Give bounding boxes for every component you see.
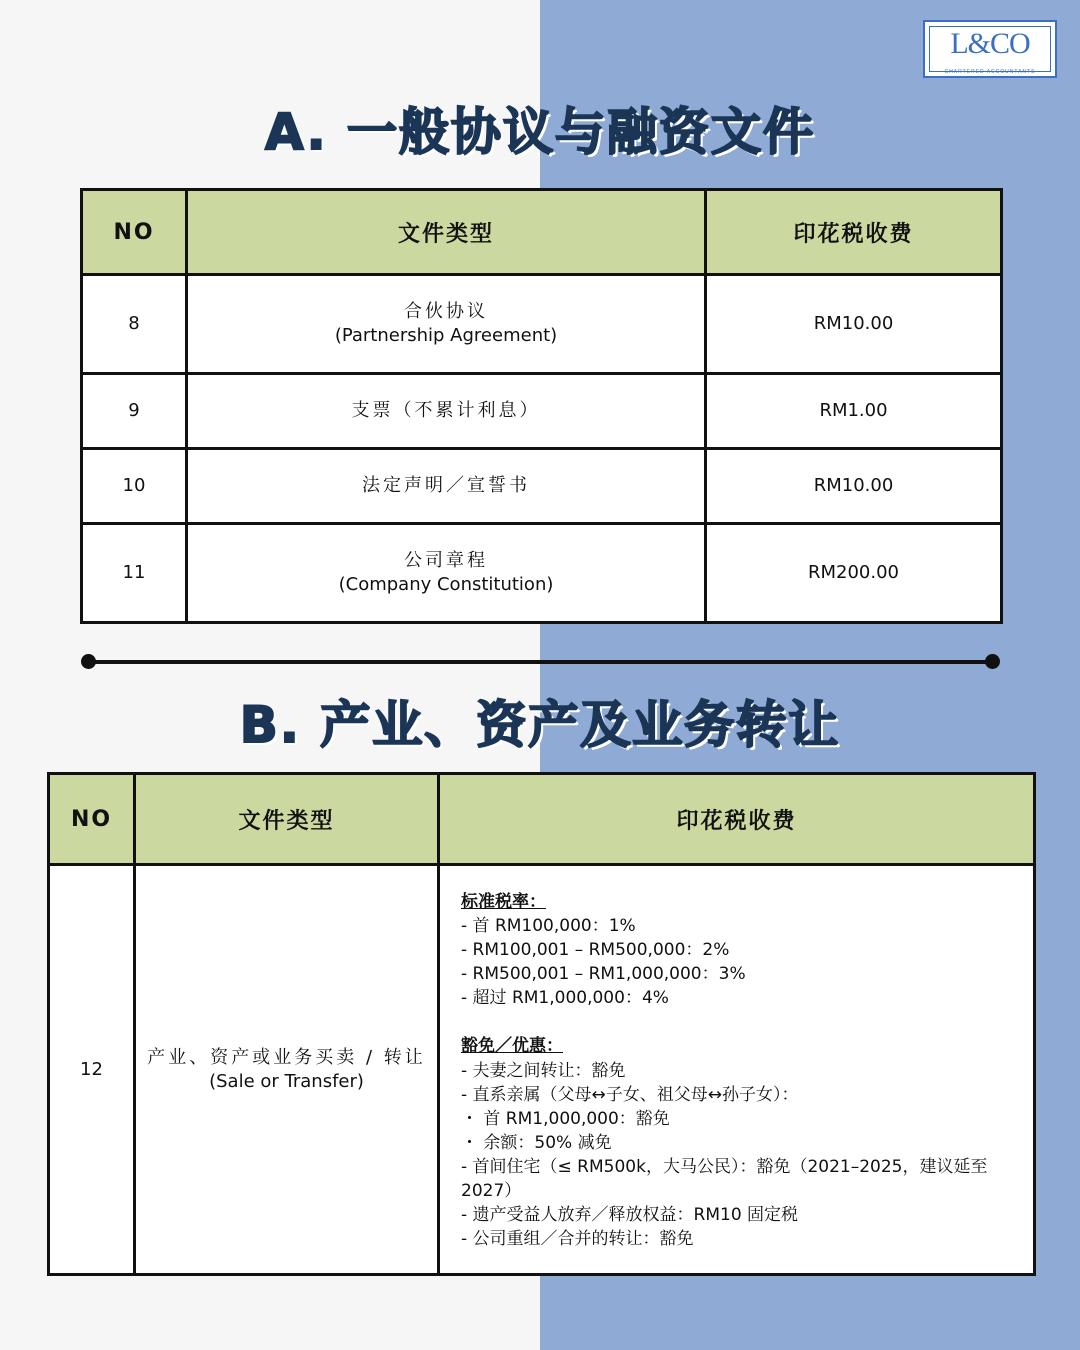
exemption-heading: 豁免／优惠： (461, 1036, 563, 1057)
row-no: 11 (82, 524, 187, 623)
row-doc-type (187, 449, 706, 524)
standard-rate-line: - RM500,001 – RM1,000,000：3% (461, 964, 746, 985)
section-b-title: B. 产业、资产及业务转让 (239, 696, 841, 754)
table-row (82, 449, 1002, 524)
logo-subtitle: CHARTERED ACCOUNTANTS (944, 69, 1036, 75)
table-row (82, 374, 1002, 449)
row-no: 9 (82, 374, 187, 449)
doc-name-cn: 支票（不累计利息） (351, 400, 541, 421)
row-doc-type (187, 374, 706, 449)
section-a-title: A. 一般协议与融资文件 (264, 103, 816, 161)
row-doc-type (135, 865, 439, 1275)
exemption-line: - 遗产受益人放弃／释放权益：RM10 固定税 (461, 1205, 799, 1226)
exemption-line: - 公司重组／合并的转让：豁免 (461, 1229, 694, 1250)
section-b-table (47, 772, 1036, 1276)
exemption-line: ・ 首 RM1,000,000：豁免 (461, 1108, 670, 1129)
row-doc-type (187, 524, 706, 623)
row-no: 12 (49, 865, 135, 1275)
table-header-row (49, 774, 1035, 865)
row-no: 8 (82, 275, 187, 374)
row-no: 10 (82, 449, 187, 524)
divider-dot-right (985, 654, 1000, 669)
exemption-line: - 首间住宅（≤ RM500k，大马公民）：豁免（2021–2025，建议延至 2027） (461, 1156, 988, 1202)
header-fee: 印花税收费 (439, 774, 1035, 865)
row-fee-details (439, 865, 1035, 1275)
row-fee: RM1.00 (706, 374, 1002, 449)
table-row (82, 524, 1002, 623)
divider-dot-left (81, 654, 96, 669)
doc-name-cn: 法定声明／宣誓书 (362, 475, 530, 496)
exemption-line: - 直系亲属（父母↔子女、祖父母↔孙子女）： (461, 1084, 799, 1105)
header-doc-type: 文件类型 (187, 190, 706, 275)
exemption-line: ・ 余额：50% 减免 (461, 1132, 612, 1153)
standard-rate-heading: 标准税率： (461, 892, 546, 912)
exemption-line: - 夫妻之间转让：豁免 (461, 1060, 626, 1081)
row-fee: RM10.00 (706, 275, 1002, 374)
section-divider (88, 660, 993, 664)
doc-name-en: (Sale or Transfer) (209, 1070, 364, 1092)
standard-rate-line: - 超过 RM1,000,000：4% (461, 988, 669, 1009)
company-logo (923, 20, 1057, 78)
standard-rate-line: - RM100,001 – RM500,000：2% (461, 940, 730, 961)
header-doc-type: 文件类型 (135, 774, 439, 865)
spacer (461, 1010, 1013, 1034)
doc-name-en: (Partnership Agreement) (334, 325, 558, 346)
row-doc-type (187, 275, 706, 374)
logo-text: L&CO (950, 27, 1030, 60)
table-row (49, 865, 1035, 1275)
doc-name-cn: 产业、资产或业务买卖 / 转让 (147, 1046, 426, 1068)
header-fee: 印花税收费 (706, 190, 1002, 275)
header-no: NO (49, 774, 135, 865)
section-a-table (80, 188, 1003, 624)
table-row (82, 275, 1002, 374)
standard-rate-line: - 首 RM100,000：1% (461, 916, 636, 937)
header-no: NO (82, 190, 187, 275)
row-fee: RM10.00 (706, 449, 1002, 524)
table-header-row (82, 190, 1002, 275)
doc-name-cn: 合伙协议 (404, 301, 488, 322)
doc-name-en: (Company Constitution) (338, 574, 554, 595)
row-fee: RM200.00 (706, 524, 1002, 623)
doc-name-cn: 公司章程 (404, 550, 488, 571)
